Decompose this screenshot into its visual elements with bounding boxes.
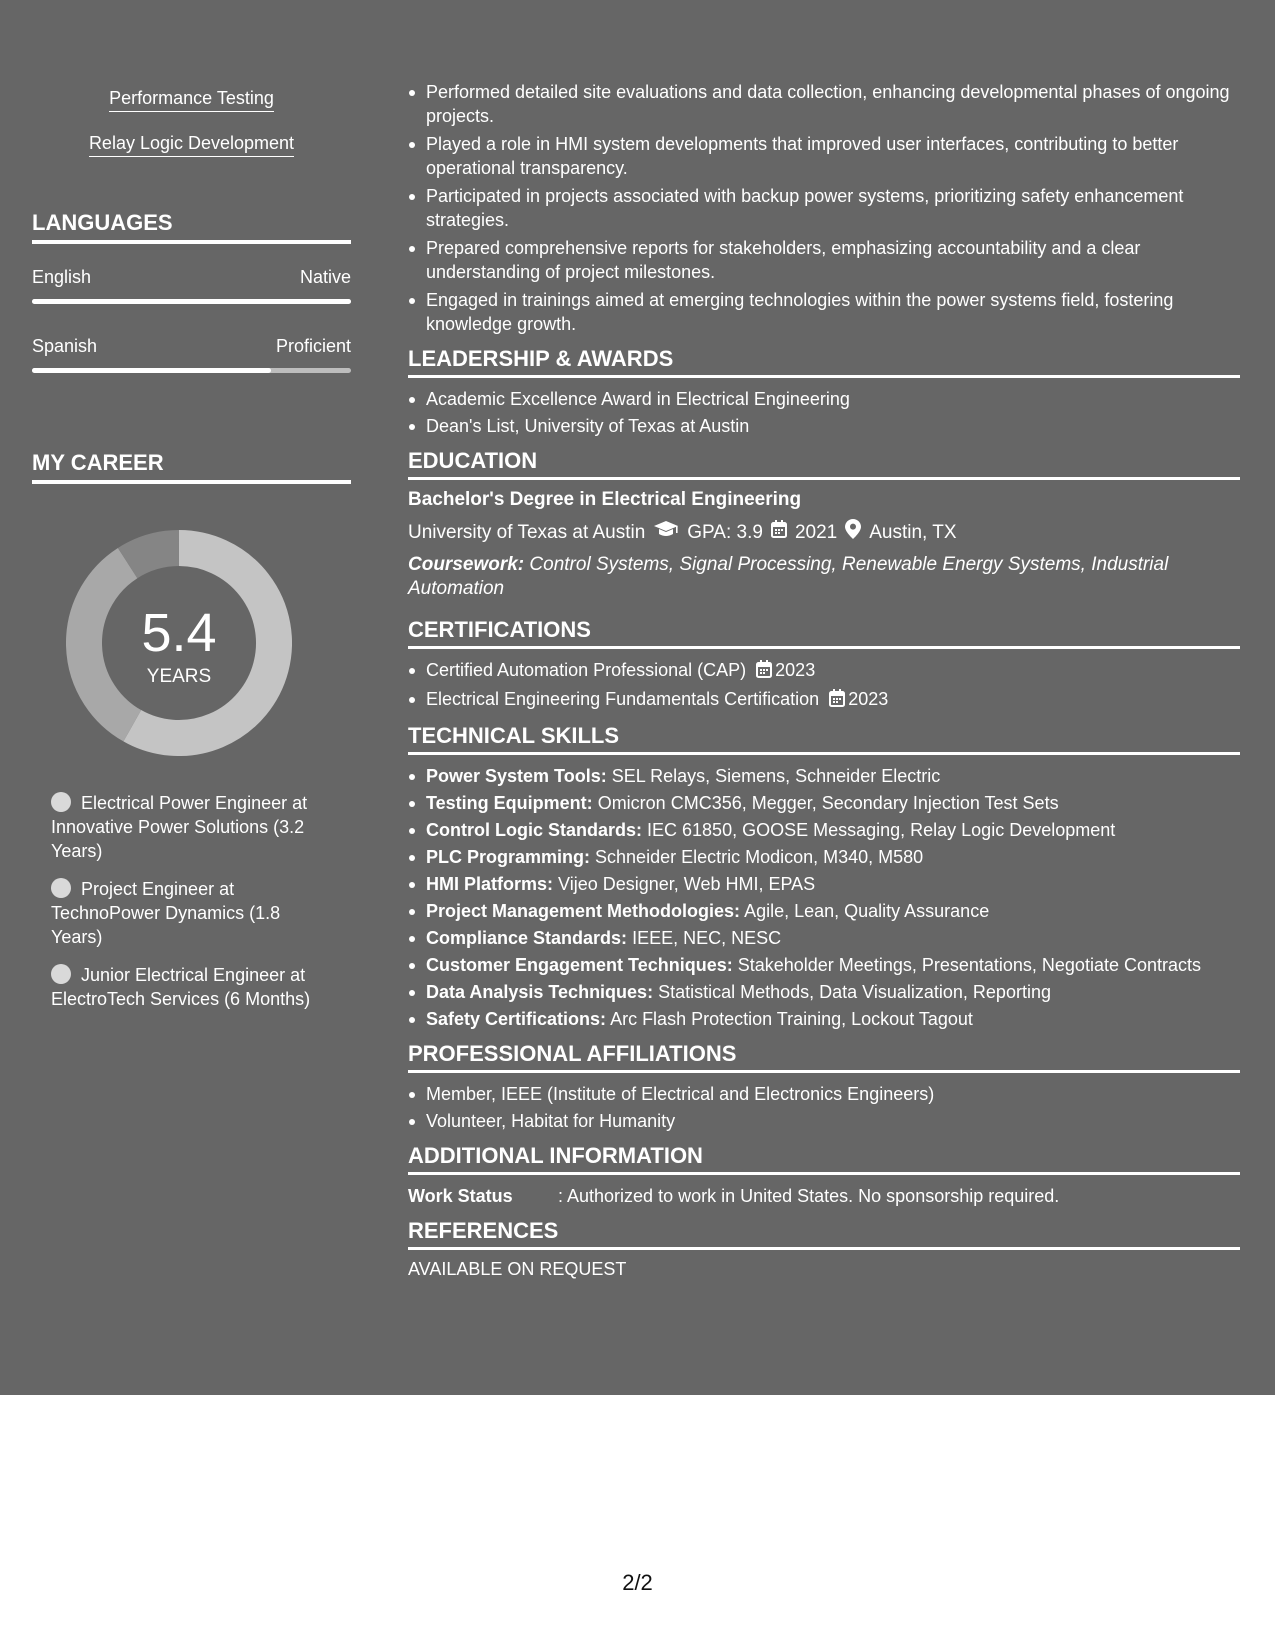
- gpa: GPA: 3.9: [687, 521, 763, 543]
- list-item: Dean's List, University of Texas at Austin: [426, 414, 1240, 438]
- skill-value: Vijeo Designer, Web HMI, EPAS: [558, 874, 816, 894]
- career-item: [51, 963, 331, 1011]
- graduation-cap-icon: [653, 520, 679, 545]
- list-item: [426, 764, 1240, 788]
- skill-value: Omicron CMC356, Megger, Secondary Injection Test Sets: [597, 793, 1059, 813]
- list-item: [426, 1007, 1240, 1031]
- certification-year: 2023: [775, 660, 816, 680]
- languages-heading: LANGUAGES: [32, 210, 351, 244]
- coursework-text: Control Systems, Signal Processing, Renewable Energy Systems, Industrial Automation: [408, 554, 1169, 599]
- certifications-list: [408, 658, 1240, 713]
- additional-info-heading: ADDITIONAL INFORMATION: [408, 1143, 1240, 1175]
- list-item: [426, 791, 1240, 815]
- bullet-dot-icon: [51, 792, 71, 812]
- work-status-row: [408, 1184, 1240, 1208]
- donut-segment: [128, 548, 179, 563]
- calendar-icon: [829, 689, 845, 713]
- leadership-list: [408, 387, 1240, 438]
- skill-tag: [32, 133, 351, 157]
- skill-label: Data Analysis Techniques:: [426, 982, 654, 1002]
- skill-label: Safety Certifications:: [426, 1009, 607, 1029]
- language-name: Spanish: [32, 336, 98, 356]
- language-bar-fill: [32, 299, 351, 304]
- language-level: Native: [299, 267, 351, 287]
- career-item-label: Project Engineer at TechnoPower Dynamics (1.8 Years): [51, 879, 281, 947]
- career-total-years: 5.4: [141, 603, 217, 663]
- skill-value: IEEE, NEC, NESC: [632, 928, 782, 948]
- list-item: Engaged in trainings aimed at emerging technologies within the power systems field, fostering knowledge growth.: [426, 288, 1240, 336]
- career-item-label: Electrical Power Engineer at Innovative Power Solutions (3.2 Years): [51, 793, 308, 861]
- school-location: Austin, TX: [869, 521, 957, 543]
- list-item: [426, 687, 1240, 713]
- certifications-heading: CERTIFICATIONS: [408, 617, 1240, 649]
- skill-tag: [32, 88, 351, 112]
- skill-value: IEC 61850, GOOSE Messaging, Relay Logic Development: [647, 820, 1116, 840]
- coursework: [408, 553, 1240, 601]
- list-item: [426, 872, 1240, 896]
- skill-tag-label: Performance Testing: [109, 88, 274, 112]
- experience-bullets: [408, 80, 1240, 336]
- coursework-label: Coursework:: [408, 554, 525, 575]
- skill-value: SEL Relays, Siemens, Schneider Electric: [611, 766, 941, 786]
- language-bar: [32, 299, 351, 304]
- skill-value: Stakeholder Meetings, Presentations, Negotiate Contracts: [737, 955, 1201, 975]
- language-bar-fill: [32, 368, 271, 373]
- references-heading: REFERENCES: [408, 1218, 1240, 1250]
- career-donut-chart: [66, 530, 292, 756]
- certification-name: Electrical Engineering Fundamentals Certification: [426, 689, 820, 709]
- calendar-icon: [771, 520, 787, 545]
- list-item: [426, 980, 1240, 1004]
- certification-name: Certified Automation Professional (CAP): [426, 660, 747, 680]
- career-item-label: Junior Electrical Engineer at ElectroTech Services (6 Months): [51, 965, 311, 1009]
- right-column: [408, 80, 1240, 1280]
- list-item: Academic Excellence Award in Electrical Engineering: [426, 387, 1240, 411]
- education-heading: EDUCATION: [408, 448, 1240, 480]
- references-text: AVAILABLE ON REQUEST: [408, 1259, 627, 1279]
- list-item: Performed detailed site evaluations and data collection, enhancing developmental phases of ongoing projects.: [426, 80, 1240, 128]
- bullet-dot-icon: [51, 878, 71, 898]
- affiliations-heading: PROFESSIONAL AFFILIATIONS: [408, 1041, 1240, 1073]
- language-name: English: [32, 267, 92, 287]
- technical-skills-list: [408, 764, 1240, 1031]
- list-item: Volunteer, Habitat for Humanity: [426, 1109, 1240, 1133]
- career-item: [51, 791, 331, 863]
- skill-label: Control Logic Standards:: [426, 820, 642, 840]
- language-bar: [32, 368, 351, 373]
- technical-skills-heading: TECHNICAL SKILLS: [408, 723, 1240, 755]
- career-item: [51, 877, 331, 949]
- skill-value: Statistical Methods, Data Visualization, Reporting: [658, 982, 1051, 1002]
- career-heading: MY CAREER: [32, 450, 351, 484]
- skill-value: Arc Flash Protection Training, Lockout Tagout: [610, 1009, 973, 1029]
- graduation-year: 2021: [794, 521, 838, 543]
- list-item: [426, 899, 1240, 923]
- language-level: Proficient: [275, 336, 351, 356]
- list-item: Prepared comprehensive reports for stakeholders, emphasizing accountability and a clear understanding of project milestones.: [426, 236, 1240, 284]
- bullet-dot-icon: [51, 964, 71, 984]
- skill-tag-label: Relay Logic Development: [89, 133, 294, 157]
- calendar-icon: [756, 660, 772, 684]
- career-list: [51, 791, 331, 1025]
- career-years-label: YEARS: [146, 666, 212, 687]
- skill-label: Project Management Methodologies:: [426, 901, 741, 921]
- list-item: [426, 818, 1240, 842]
- skill-value: Schneider Electric Modicon, M340, M580: [595, 847, 924, 867]
- skill-value: Agile, Lean, Quality Assurance: [744, 901, 990, 921]
- page-number: 2/2: [622, 1570, 653, 1595]
- certification-year: 2023: [848, 689, 889, 709]
- skill-label: Power System Tools:: [426, 766, 607, 786]
- skill-label: Compliance Standards:: [426, 928, 628, 948]
- skill-label: PLC Programming:: [426, 847, 591, 867]
- list-item: [426, 953, 1240, 977]
- school-name: University of Texas at Austin: [408, 521, 646, 543]
- list-item: Played a role in HMI system developments that improved user interfaces, contributing to better operational transparency.: [426, 132, 1240, 180]
- leadership-heading: LEADERSHIP & AWARDS: [408, 346, 1240, 378]
- work-status-label: Work Status: [408, 1186, 513, 1206]
- degree-title: Bachelor's Degree in Electrical Engineering: [408, 489, 802, 510]
- location-pin-icon: [845, 519, 861, 546]
- list-item: [426, 926, 1240, 950]
- experience-section: [408, 80, 1240, 336]
- skill-label: Customer Engagement Techniques:: [426, 955, 733, 975]
- list-item: Member, IEEE (Institute of Electrical and Electronics Engineers): [426, 1082, 1240, 1106]
- skill-label: Testing Equipment:: [426, 793, 593, 813]
- list-item: [426, 658, 1240, 684]
- list-item: Participated in projects associated with backup power systems, prioritizing safety enhancement strategies.: [426, 184, 1240, 232]
- skill-label: HMI Platforms:: [426, 874, 554, 894]
- education-details: [408, 519, 1240, 546]
- list-item: [426, 845, 1240, 869]
- affiliations-list: [408, 1082, 1240, 1133]
- work-status-value: : Authorized to work in United States. No sponsorship required.: [558, 1186, 1060, 1206]
